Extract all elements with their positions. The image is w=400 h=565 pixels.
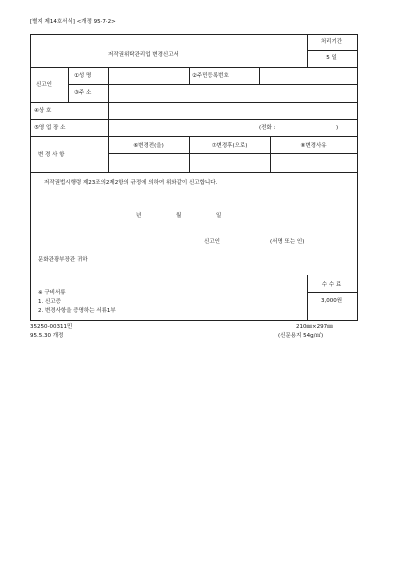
- date-day: 일: [216, 213, 222, 219]
- sign-label: (서명 또는 인): [270, 239, 305, 245]
- rule-name: [68, 84, 358, 85]
- before-label: ⑥변경전(을): [133, 143, 164, 149]
- applicant-label: 신고인: [36, 82, 52, 88]
- fee-value: 3,000원: [320, 298, 343, 304]
- reason-label: ⑧변경사유: [300, 143, 327, 149]
- col-applicant: [68, 67, 69, 102]
- rule-address: [31, 102, 358, 103]
- paper-size: 210㎜×297㎜: [296, 324, 333, 330]
- docs-item: 1. 신고증: [38, 299, 61, 305]
- date-month: 월: [176, 213, 182, 219]
- phone-close: ): [336, 125, 339, 131]
- paper-type: (신문용지 54g/㎡): [278, 333, 324, 339]
- address-label: ③주 소: [74, 90, 92, 96]
- col-change-2: [270, 136, 271, 172]
- col-rrn-right: [259, 67, 260, 84]
- declaration-text: 저작권법시행령 제23조의2제2항의 규정에 의하여 위와같이 신고합니다.: [44, 180, 218, 186]
- footer-revision: 95.5.30 개정: [30, 333, 64, 339]
- recipient: 문화관광부장관 귀하: [38, 257, 88, 263]
- col-fee: [307, 275, 308, 321]
- processing-period-label: 처리기간: [320, 39, 343, 45]
- date-year: 년: [136, 213, 142, 219]
- rule-office: [31, 136, 358, 137]
- form-code: [별지 제14호서식] <개정 95·7·2>: [30, 19, 116, 25]
- name-label: ①성 명: [74, 73, 92, 79]
- col-rrn-left: [189, 67, 190, 84]
- rrn-label: ②주민등록번호: [192, 73, 229, 79]
- rule-change-head: [108, 153, 358, 154]
- col-change-1: [189, 136, 190, 172]
- declarant-label: 신고인: [204, 239, 220, 245]
- col-label: [108, 67, 109, 172]
- rule-change: [31, 172, 358, 173]
- processing-period-value: 5 일: [326, 55, 337, 61]
- phone-label: (전화 :: [259, 125, 276, 131]
- rule-fee: [307, 292, 358, 293]
- after-label: ⑦변경후(으로): [211, 143, 248, 149]
- trade-name-label: ④상 호: [34, 108, 52, 114]
- docs-item: 2. 변경사항을 증명하는 서류1부: [38, 308, 116, 314]
- footer-code: 35250-00311민: [30, 324, 73, 330]
- rule-trade: [31, 119, 358, 120]
- changes-label: 변 경 사 항: [38, 152, 65, 158]
- rule-title: [31, 67, 358, 68]
- office-label: ⑤영 업 장 소: [34, 125, 66, 131]
- fee-label: 수 수 료: [321, 282, 342, 288]
- docs-title: ※ 구비서류: [38, 290, 66, 296]
- rule-period: [307, 50, 358, 51]
- form-title: 저작권위탁관리업 변경신고서: [108, 52, 179, 58]
